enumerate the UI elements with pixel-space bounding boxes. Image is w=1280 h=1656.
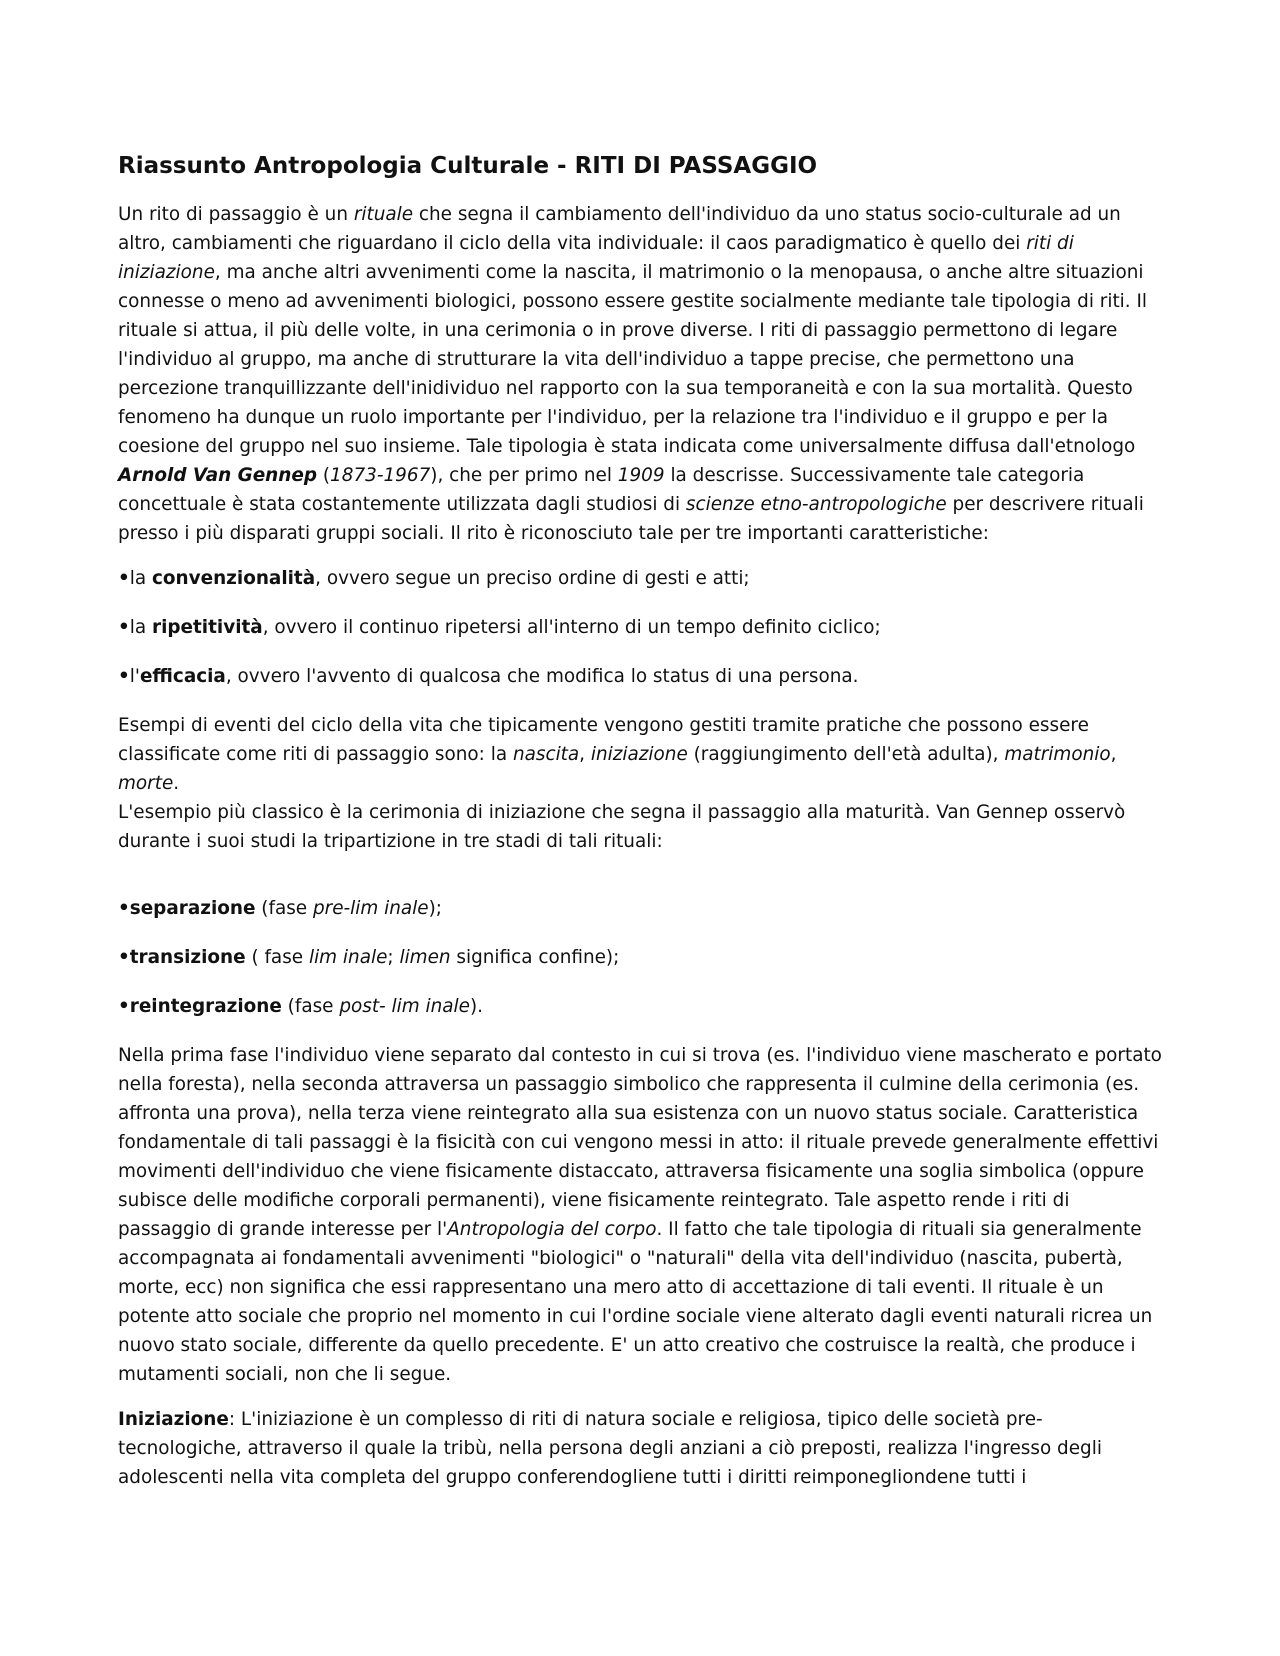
initiation-term: Iniziazione (118, 1409, 229, 1430)
bullet-icon: • (118, 898, 130, 919)
bullet-icon: • (118, 947, 130, 968)
emphasis-van-gennep: Arnold Van Gennep (118, 465, 318, 486)
list-item-convenzionalita: •la convenzionalità, ovvero segue un preciso ordine di gesti e atti; (118, 568, 750, 589)
bullet-icon: • (118, 568, 130, 589)
page-title: Riassunto Antropologia Culturale - RITI DI PASSAGGIO (118, 153, 818, 179)
list-item-transizione: •transizione ( fase lim inale; limen significa confine); (118, 947, 620, 968)
tripartition-paragraph: L'esempio più classico è la cerimonia di iniziazione che segna il passaggio alla maturità. Van Gennep osservò durante i suoi studi la tripartizione in tre stadi di tali rituali: (118, 802, 1126, 852)
bullet-icon: • (118, 666, 130, 687)
bullet-icon: • (118, 617, 130, 638)
initiation-paragraph: Iniziazione: L'iniziazione è un complesso di riti di natura sociale e religiosa, tipico delle società pre-tecnologiche, attraverso il quale la tribù, nella persona degli anziani a ciò preposti, realizza l'ingresso degli adolescenti nella vita completa del gruppo conferendogliene tutti i diritti reimponegliondene tutti i (118, 1409, 1102, 1488)
phases-paragraph: Nella prima fase l'individuo viene separato dal contesto in cui si trova (es. l'individuo viene mascherato e portato nella foresta), nella seconda attraversa un passaggio simbolico che rappresenta il culmine della cerimonia (es. affronta una prova), nella terza viene reintegrato alla sua esistenza con un nuovo status sociale. Caratteristica fondamentale di tali passaggi è la fisicità con cui vengono messi in atto: il rituale prevede generalmente effettivi movimenti dell'individuo che viene fisicamente distaccato, attraversa fisicamente una soglia simbolica (oppure subisce delle modifiche corporali permanenti), viene fisicamente reintegrato. Tale aspetto rende i riti di passaggio di grande interesse per l'Antropologia del corpo. Il fatto che tale tipologia di rituali sia generalmente accompagnata ai fondamentali avvenimenti "biologici" o "naturali" della vita dell'individuo (nascita, pubertà, morte, ecc) non significa che essi rappresentano una mero atto di accettazione di tali eventi. Il rituale è un potente atto sociale che proprio nel momento in cui l'ordine sociale viene alterato dagli eventi naturali ricrea un nuovo stato sociale, differente da quello precedente. E' un atto creativo che costruisce la realtà, che produce i mutamenti sociali, non che li segue. (118, 1045, 1162, 1385)
list-item-reintegrazione: •reintegrazione (fase post- lim inale). (118, 996, 484, 1017)
list-item-ripetitivita: •la ripetitività, ovvero il continuo ripetersi all'interno di un tempo definito ciclico; (118, 617, 881, 638)
list-item-efficacia: •l'efficacia, ovvero l'avvento di qualcosa che modifica lo status di una persona. (118, 666, 859, 687)
emphasis-riti-iniziazione: riti di iniziazione (118, 233, 1074, 283)
bullet-icon: • (118, 996, 130, 1017)
list-item-separazione: •separazione (fase pre-lim inale); (118, 898, 442, 919)
emphasis-antropologia-corpo: Antropologia del corpo (447, 1219, 657, 1240)
emphasis-rituale: rituale (353, 204, 414, 225)
examples-paragraph: Esempi di eventi del ciclo della vita che tipicamente vengono gestiti tramite pratiche che possono essere classificate come riti di passaggio sono: la nascita, iniziazione (raggiungimento dell'età adulta), matrimonio, morte. (118, 715, 1117, 794)
intro-paragraph: Un rito di passaggio è un rituale che segna il cambiamento dell'individuo da uno status socio-culturale ad un altro, cambiamenti che riguardano il ciclo della vita individuale: il caos paradigmatico è quello dei riti di iniziazione, ma anche altri avvenimenti come la nascita, il matrimonio o la menopausa, o anche altre situazioni connesse o meno ad avvenimenti biologici, possono essere gestite socialmente mediante tale tipologia di riti. Il rituale si attua, il più delle volte, in una cerimonia o in prove diverse. I riti di passaggio permettono di legare l'individuo al gruppo, ma anche di strutturare la vita dell'individuo a tappe precise, che permettono una percezione tranquillizzante dell'inidividuo nel rapporto con la sua temporaneità e con la sua mortalità. Questo fenomeno ha dunque un ruolo importante per l'individuo, per la relazione tra l'individuo e il gruppo e per la coesione del gruppo nel suo insieme. Tale tipologia è stata indicata come universalmente diffusa dall'etnologo Arnold Van Gennep (1873-1967), che per primo nel 1909 la descrisse. Successivamente tale categoria concettuale è stata costantemente utilizzata dagli studiosi di scienze etno-antropologiche per descrivere rituali presso i più disparati gruppi sociali. Il rito è riconosciuto tale per tre importanti caratteristiche: (118, 204, 1148, 544)
